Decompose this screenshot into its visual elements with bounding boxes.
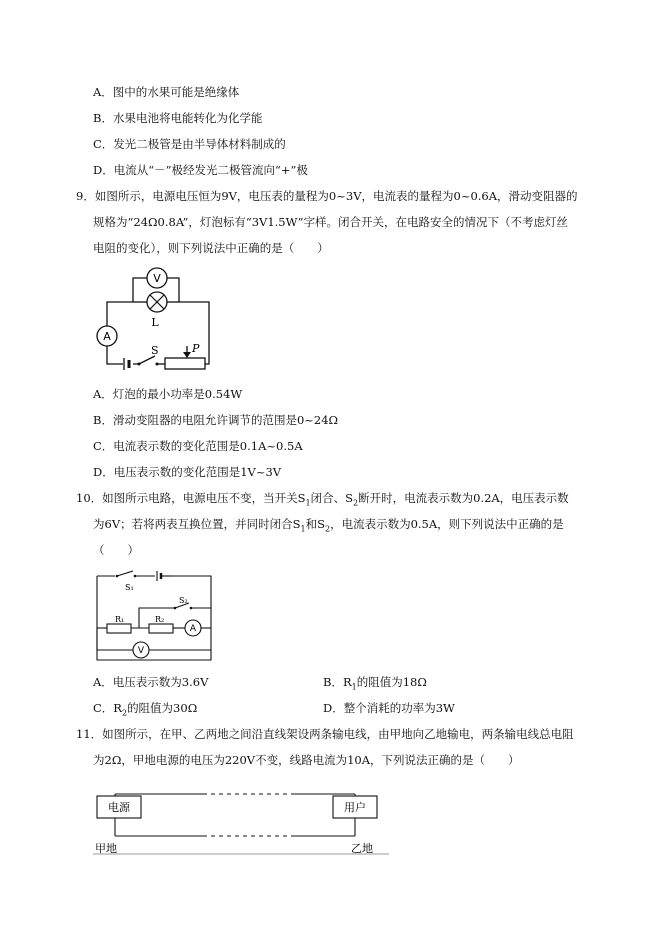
yi-label: 乙地	[351, 842, 373, 855]
q9-stem-line2: 规格为“24Ω0.8A”，灯泡标有“3V1.5W”字样。闭合开关，在电路安全的情况下（不考虑灯丝	[93, 215, 569, 229]
q11-stem-line1: 11．如图所示，在甲、乙两地之间沿直线架设两条输电线，由甲地向乙地输电，两条输电线总电阻	[76, 727, 574, 741]
q10-stem-line1: 10．如图所示电路，电源电压不变，当开关$S_1$闭合、$S_2$断开时，电流表示数为0.2A，电压表示数	[76, 491, 569, 508]
q9-option-d: D．电压表示数的变化范围是1V~3V	[93, 465, 282, 479]
ammeter-label: A	[103, 330, 111, 343]
q8-option-b: B．水果电池将电能转化为化学能	[93, 111, 263, 125]
q9-option-a: A．灯泡的最小功率是0.54W	[93, 387, 243, 401]
r1-label: R₁	[115, 615, 125, 624]
voltmeter-label: V	[153, 272, 161, 285]
lamp-label: L	[151, 316, 159, 329]
user-label: 用户	[344, 801, 366, 814]
q10-option-b: B．$R_1$的阻值为18Ω	[323, 675, 427, 692]
q9-stem-line3: 电阻的变化），则下列说法中正确的是（ ）	[93, 241, 329, 255]
q10-ammeter-label: A	[189, 624, 197, 634]
jia-label: 甲地	[95, 842, 117, 855]
q10-circuit-diagram	[93, 568, 215, 664]
q8-option-c: C．发光二极管是由半导体材料制成的	[93, 137, 286, 151]
q10-stem-line3: （ ）	[93, 543, 139, 557]
q9-option-c: C．电流表示数的变化范围是0.1A~0.5A	[93, 439, 303, 453]
slider-label: P	[192, 342, 200, 355]
q10-option-a: A．电压表示数为3.6V	[93, 675, 209, 689]
q10-option-c: C．$R_2$的阻值为30Ω	[93, 701, 198, 718]
q10-stem-line2: 为6V；若将两表互换位置，并同时闭合$S_1$和$S_2$，电流表示数为0.5A，则下列说法中正确的是	[93, 517, 564, 534]
r1-symbol	[107, 624, 131, 633]
power-source-label: 电源	[108, 801, 130, 814]
q9-circuit-diagram	[93, 266, 215, 378]
q10-option-d: D．整个消耗的功率为3W	[323, 701, 455, 715]
rheostat-symbol	[165, 358, 205, 369]
q11-transmission-diagram	[93, 780, 393, 860]
s1-label: S₁	[125, 583, 134, 592]
r2-label: R₂	[155, 615, 165, 624]
q9-option-b: B．滑动变阻器的电阻允许调节的范围是0~24Ω	[93, 413, 339, 427]
s2-label: S₂	[179, 596, 188, 605]
q8-option-d: D．电流从“－”极经发光二极管流向“+”极	[93, 163, 308, 177]
switch-label: S	[151, 344, 159, 357]
q11-stem-line2: 为2Ω，甲地电源的电压为220V不变，线路电流为10A，下列说法正确的是（ ）	[93, 753, 520, 767]
q9-stem-line1: 9．如图所示，电源电压恒为9V，电压表的量程为0~3V，电流表的量程为0~0.6A，滑动变阻器的	[76, 189, 578, 203]
r2-symbol	[149, 624, 173, 633]
q10-voltmeter-label: V	[137, 646, 145, 656]
q8-option-a: A．图中的水果可能是绝缘体	[93, 85, 240, 99]
